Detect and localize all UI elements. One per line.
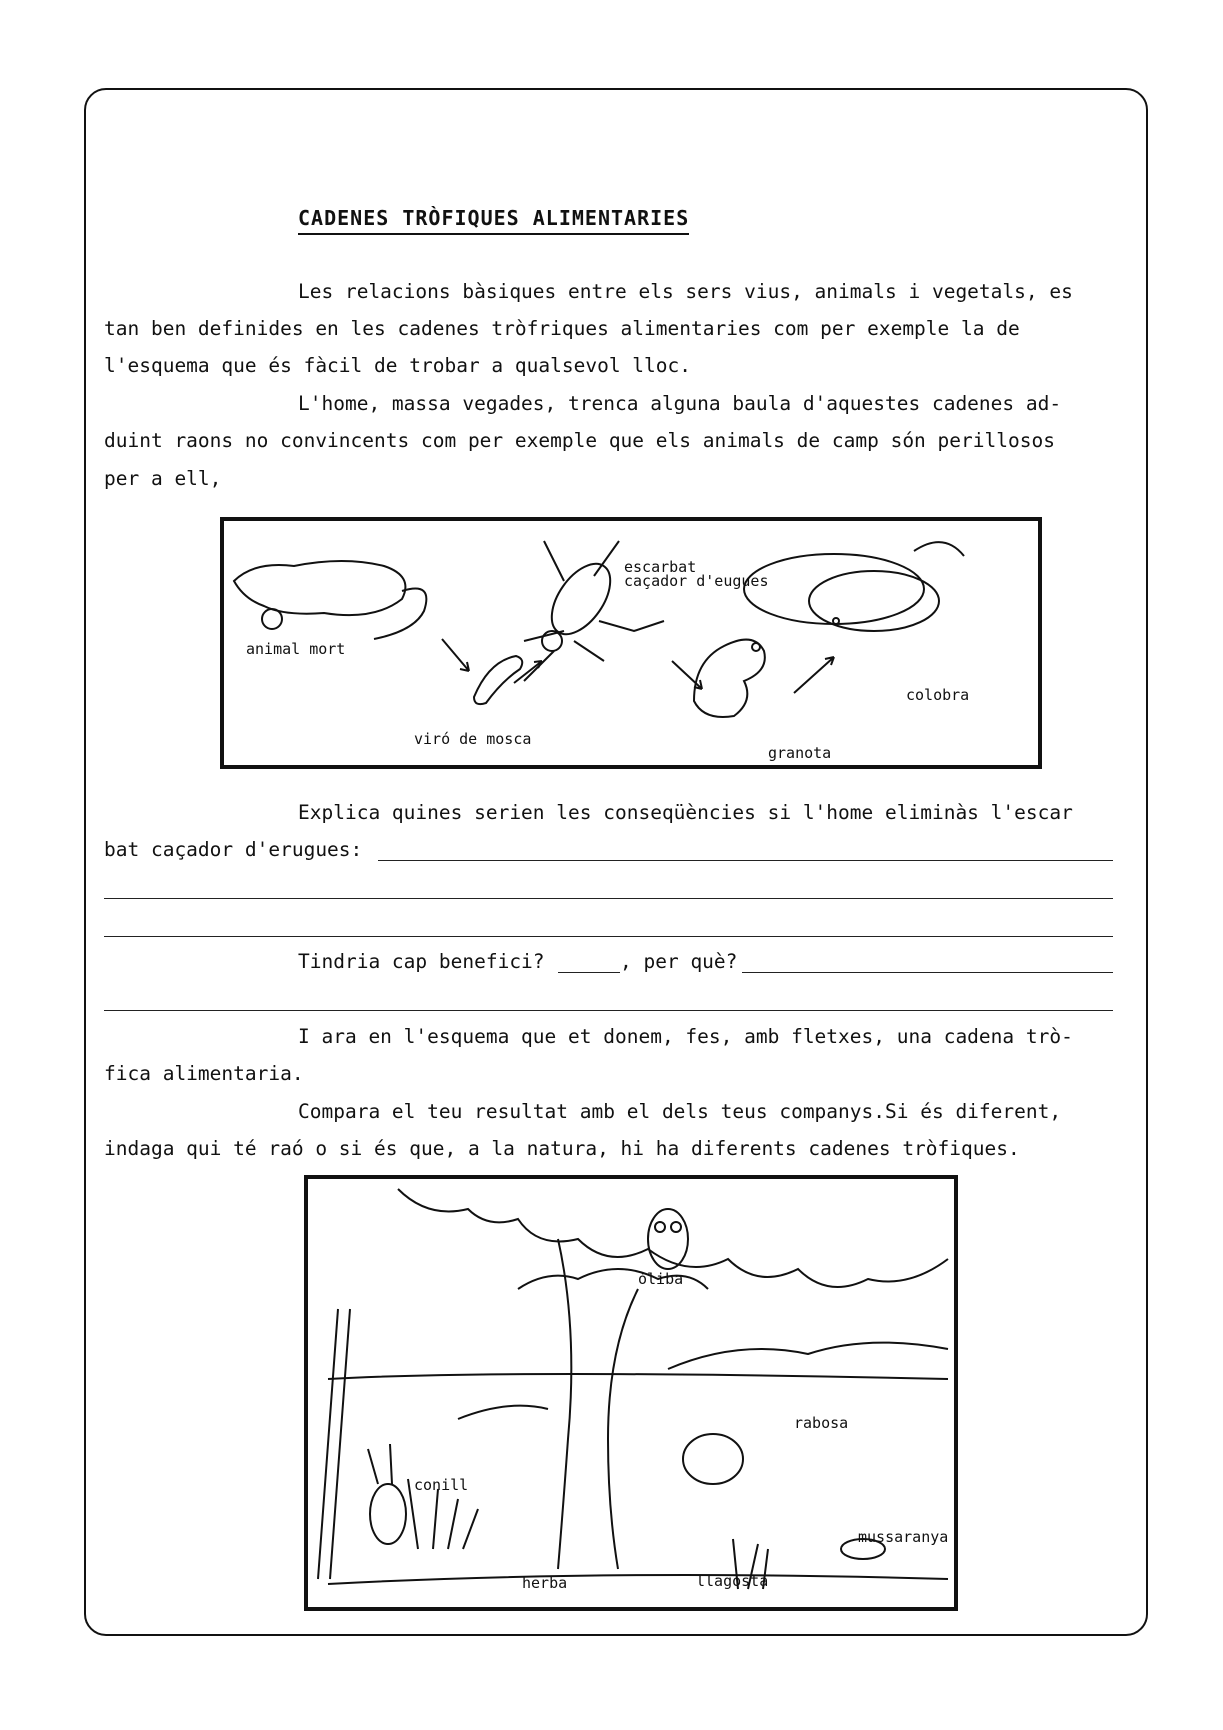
label-herba: herba (522, 1574, 568, 1592)
question2-middle: , per què? (620, 950, 738, 973)
answer-line-1[interactable] (378, 860, 1113, 861)
snake-coil-1 (744, 554, 924, 624)
snake-eye (833, 618, 839, 624)
horizon (328, 1374, 948, 1379)
label-viro-de-mosca: viró de mosca (414, 730, 532, 748)
label-cacador: caçador d'eugues (624, 572, 769, 590)
question1-line-2: bat caçador d'erugues: (104, 838, 363, 861)
instructions-line-1: I ara en l'esquema que et donem, fes, amb fletxes, una cadena trò- (298, 1025, 1073, 1048)
label-mussaranya: mussaranya (858, 1528, 949, 1546)
intro-line-1: Les relacions bàsiques entre els sers vius, animals i vegetals, es (298, 280, 1073, 303)
fox-tail (458, 1406, 548, 1419)
fox-head (683, 1434, 743, 1484)
owl-eye-right (671, 1222, 681, 1232)
label-rabosa: rabosa (794, 1414, 849, 1432)
label-animal-mort: animal mort (246, 640, 346, 658)
page-title: CADENES TRÒFIQUES ALIMENTARIES (298, 206, 689, 235)
owl-eye-left (655, 1222, 665, 1232)
instructions-line-2: fica alimentaria. (104, 1062, 304, 1085)
intro-line-2: tan ben definides en les cadenes tròfriques alimentaries com per exemple la de (104, 317, 1020, 340)
landscape-figure (304, 1175, 958, 1611)
label-oliba: òliba (638, 1270, 684, 1288)
label-colobra: colobra (906, 686, 970, 704)
answer-line-3[interactable] (104, 936, 1113, 937)
frog-eye (752, 643, 760, 651)
ground (328, 1575, 948, 1584)
dead-mouse-ear (262, 609, 282, 629)
dead-mouse-tail (374, 589, 426, 640)
rabbit (370, 1484, 406, 1544)
rabbit-ears (368, 1444, 392, 1484)
instructions-line-4: indaga qui té raó o si és que, a la natura, hi ha diferents cadenes tròfiques. (104, 1137, 1020, 1160)
hills (668, 1343, 948, 1369)
answer-line-per-que[interactable] (742, 972, 1113, 973)
tree-trunk (558, 1239, 638, 1569)
intro-line-6: per a ell, (104, 467, 222, 490)
question2-prefix: Tindria cap benefici? (298, 950, 545, 973)
arrow-2 (514, 661, 542, 683)
dead-mouse (234, 561, 405, 615)
arrow-1 (442, 639, 469, 671)
maggot (474, 656, 522, 704)
label-conill: conill (414, 1476, 469, 1494)
answer-blank-benefici[interactable] (558, 972, 620, 973)
answer-line-2[interactable] (104, 898, 1113, 899)
intro-line-4: L'home, massa vegades, trenca alguna baula d'aquestes cadenes ad- (298, 392, 1062, 415)
label-llagosta: llagosta (696, 1572, 769, 1590)
arrow-4 (794, 657, 834, 693)
label-granota: granota (768, 744, 832, 762)
intro-line-3: l'esquema que és fàcil de trobar a qualsevol lloc. (104, 354, 691, 377)
intro-line-5: duint raons no convincents com per exemple que els animals de camp són perillosos (104, 429, 1055, 452)
label-escarbat: escarbat (624, 558, 697, 576)
fence-post (318, 1309, 350, 1579)
question1-line-1: Explica quines serien les conseqüències si l'home eliminàs l'escar (298, 801, 1073, 824)
instructions-line-3: Compara el teu resultat amb el dels teus companys.Si és diferent, (298, 1100, 1062, 1123)
food-chain-figure (220, 517, 1042, 769)
snake-tail (914, 542, 964, 556)
answer-line-4[interactable] (104, 1010, 1113, 1011)
